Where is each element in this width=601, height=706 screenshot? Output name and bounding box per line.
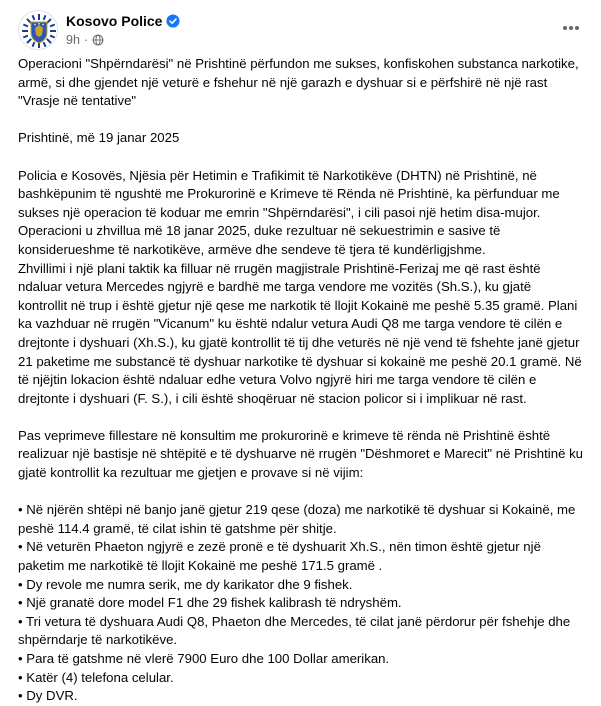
list-item: • Katër (4) telefona celular. bbox=[18, 669, 174, 685]
more-options-icon bbox=[562, 25, 580, 31]
post-time[interactable]: 9h bbox=[66, 33, 80, 47]
list-item: • Para të gatshme në vlerë 7900 Euro dhe 100 Dollar amerikan. bbox=[18, 651, 390, 666]
page-name-row bbox=[66, 13, 180, 29]
list-item: • Në veturën Phaeton ngjyrë e zezë pronë e të dyshuarit Xh.S., nën timon është gjetur një paketim me narkotikë të llojit Kokainë me peshë 171.5 gramë . bbox=[18, 539, 541, 574]
post-paragraph-2: Zhvillimi i një plani taktik ka filluar në rrugën magjistrale Prishtinë-Ferizaj me që rast është ndaluar vetura Mercedes ngjyrë e bardhë me targa vendore me vozitës (Sh.S.), ku gjatë kontrollit në trup i është gjetur një qese me narkotik të llojit Kokainë me peshë 5.35 gramë. Plani ka vazhduar në rrugën "Vicanum" ku është ndalur vetura Audi Q8 me targa vendore të cilën e drejtonte i dyshuari (Xh.S.), ku gjatë kontrollit të tij dhe veturës në një vend të fshehte janë gjetur 21 paketime me substancë të dyshuar narkotike të dyshuar si kokainë me peshë 20.1 gramë. Në të njëjtin lokacion është ndaluar edhe vetura Volvo ngjyrë hiri me targa vendore të cilën e drejtonte i dyshuari (F. S.), i cili është shoqëruar në stacion policor si i implikuar në rast. bbox=[18, 260, 582, 406]
post-paragraph-1: Policia e Kosovës, Njësia për Hetimin e Trafikimit të Narkotikëve (DHTN) në Prishtinë, në bashkëpunim të ngushtë me Prokurorinë e Krimeve të Rënda në Prishtinë, ka përfunduar me sukses një operacion të koduar me emrin "Shpërndarësi", i cili pasoi një hetim disa-mujor. Operacioni u zhvillua më 18 janar 2025, duke rezultuar në sekuestrimin e sasive të konsiderueshme të narkotikëve, armëve dhe sendeve të tjera të kundërligjshme. bbox=[18, 167, 560, 257]
spacer bbox=[18, 408, 583, 427]
list-item: • Tri vetura të dyshuara Audi Q8, Phaeton dhe Mercedes, të cilat janë përdorur për fshehje dhe shpërndarje të narkotikëve. bbox=[18, 613, 571, 648]
post-meta bbox=[66, 33, 104, 47]
verified-badge-icon bbox=[166, 14, 180, 28]
post-headline: Operacioni "Shpërndarësi" në Prishtinë përfundon me sukses, konfiskohen substanca narkotike, armë, si dhe gjendet një veturë e fshehur në një garazh e dyshuar si e përfshirë në një rast "Vrasje në tentative" bbox=[18, 56, 579, 109]
globe-icon[interactable] bbox=[92, 34, 104, 46]
post-dateline: Prishtinë, më 19 janar 2025 bbox=[18, 130, 180, 146]
page-name[interactable]: Kosovo Police bbox=[66, 13, 163, 29]
meta-separator: · bbox=[83, 33, 89, 47]
list-item: • Dy revole me numra serik, me dy karikator dhe 9 fishek. bbox=[18, 576, 353, 592]
list-item: • Një granatë dore model F1 dhe 29 fishek kalibrash të ndryshëm. bbox=[18, 595, 402, 611]
spacer bbox=[18, 111, 583, 130]
avatar[interactable] bbox=[18, 10, 58, 50]
spacer bbox=[18, 148, 583, 167]
list-item: • Në njërën shtëpi në banjo janë gjetur 219 qese (doza) me narkotikë të dyshuar si Kokainë, me peshë 114.4 gramë, të cilat ishin të gatshme për shitje. bbox=[18, 502, 576, 536]
spacer bbox=[18, 483, 583, 502]
kosovo-police-emblem-icon bbox=[19, 11, 58, 50]
post-header bbox=[18, 10, 583, 50]
more-options-button[interactable] bbox=[559, 16, 583, 40]
post-paragraph-3: Pas veprimeve fillestare në konsultim me prokurorinë e krimeve të rënda në Prishtinë është realizuar një bastisje në shtëpitë e të dyshuarve në rrugën "Dëshmoret e Marecit" në Prishtinë ku gjatë kontrollit ka rezultuar me gjetjen e provave si në vijim: bbox=[18, 427, 583, 481]
list-item: • Dy DVR. bbox=[18, 688, 78, 704]
post-body bbox=[18, 55, 583, 706]
